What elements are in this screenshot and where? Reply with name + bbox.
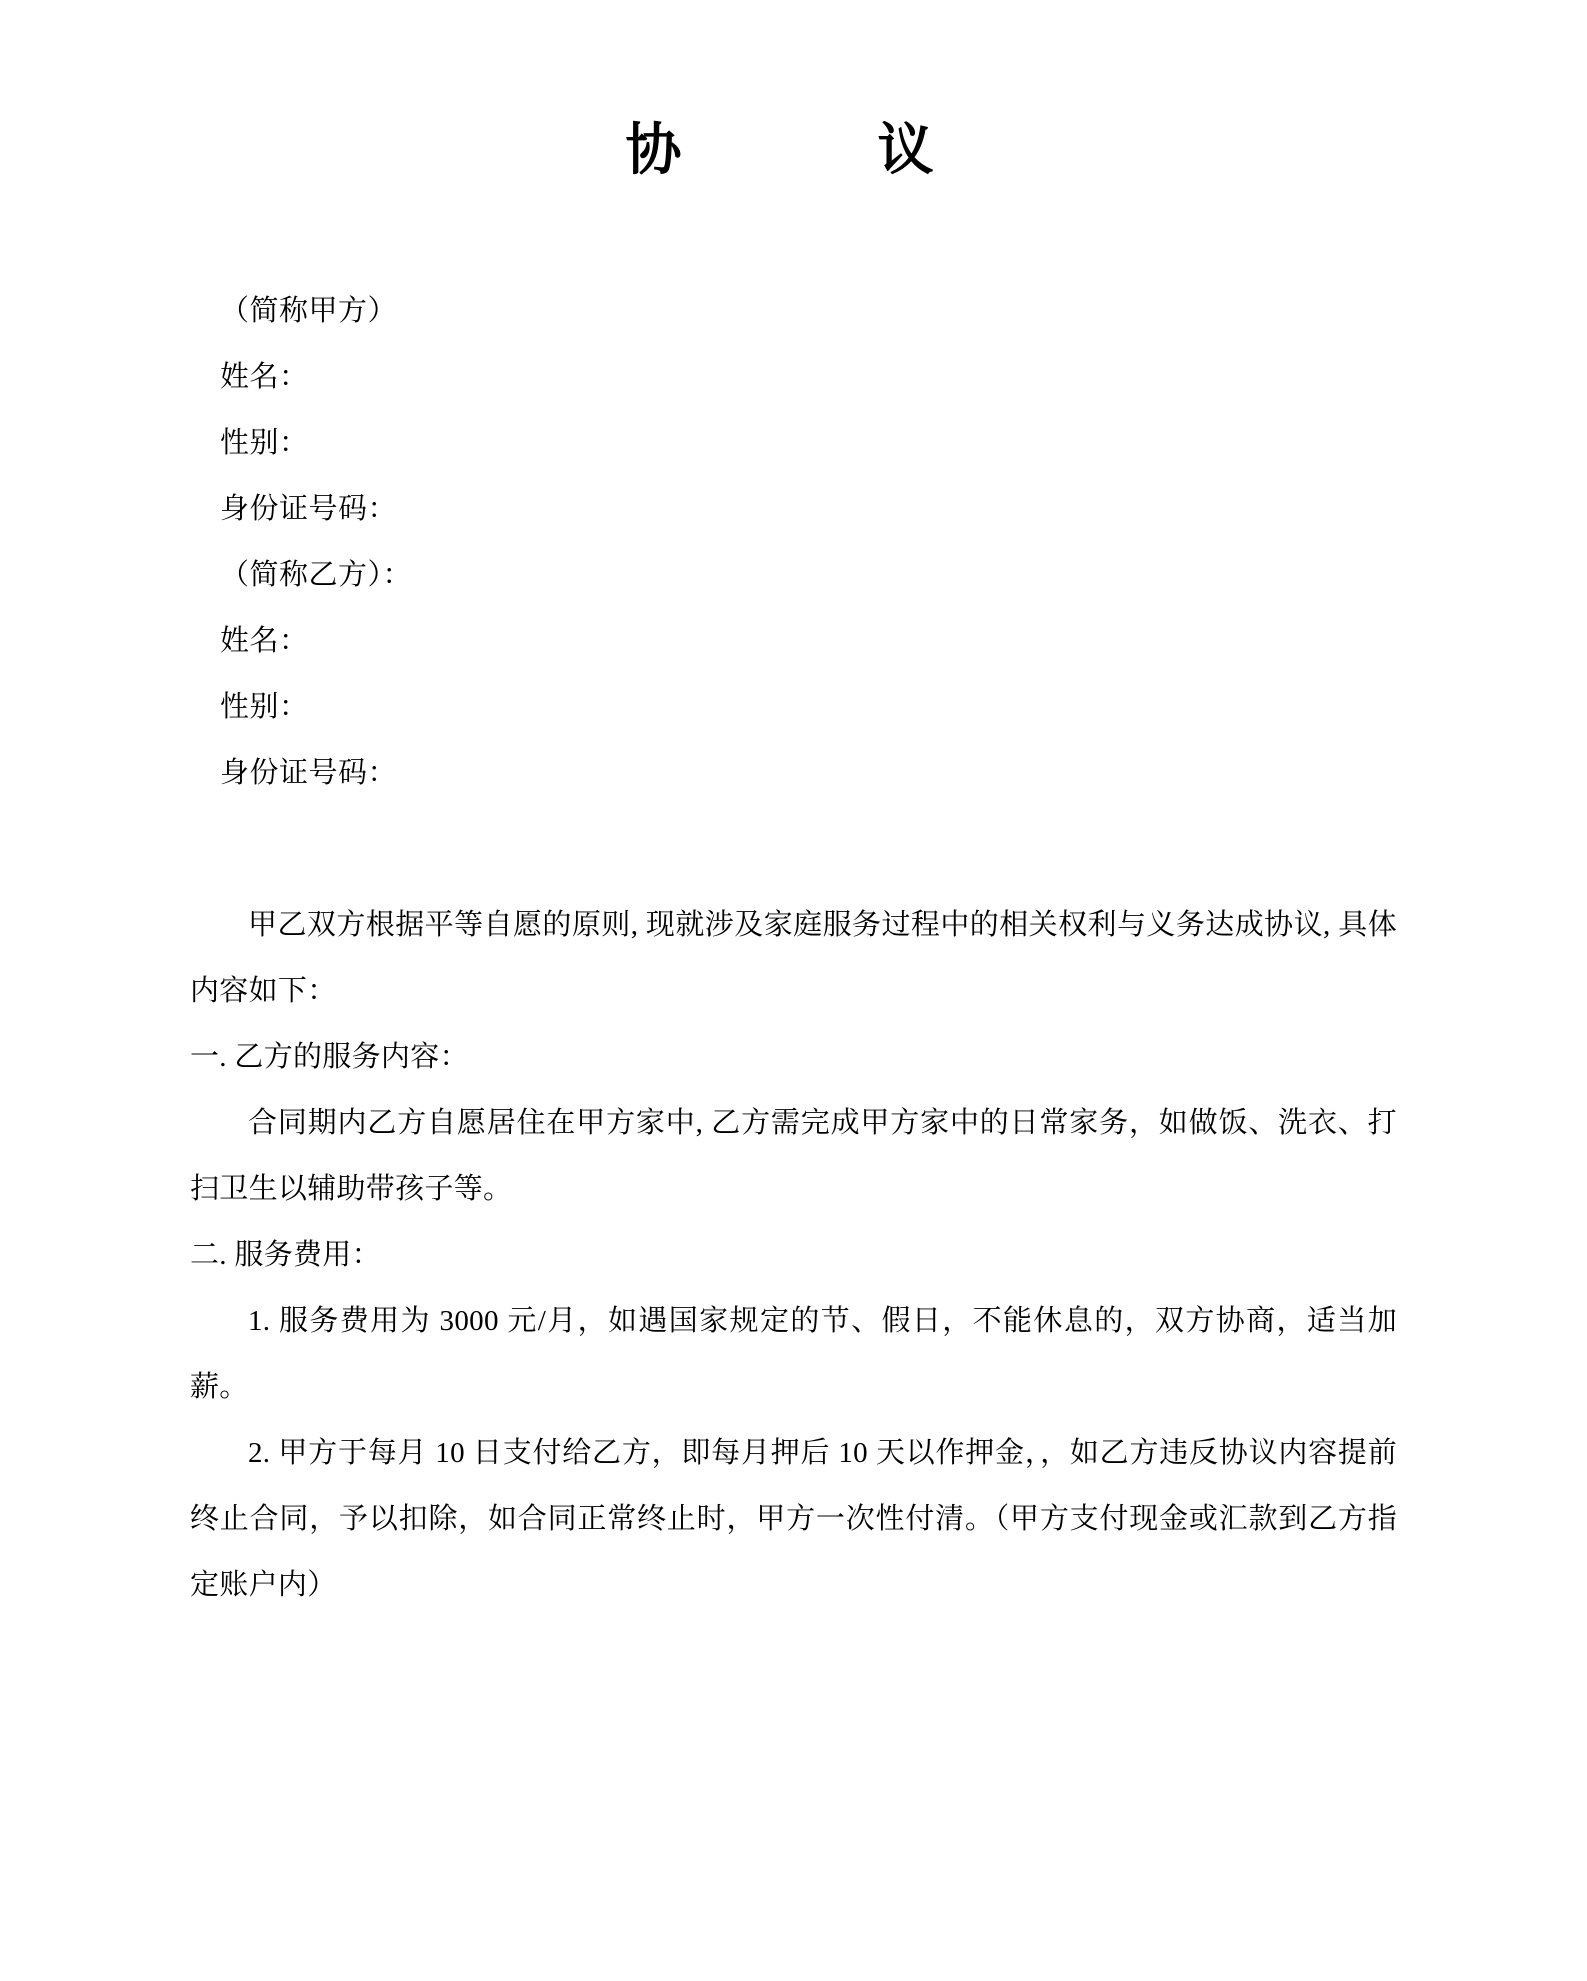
party-b-field-gender: 性别： [220, 691, 309, 723]
party-a-field-id: 身份证号码： [220, 493, 398, 525]
party-a-heading: （简称甲方） [220, 295, 398, 327]
section-2-paragraph-2: 2. 甲方于每月 10 日支付给乙方，即每月押后 10 天以作押金，，如乙方违反协议内容提前终止合同，予以扣除，如合同正常终止时，甲方一次性付清。（甲方支付现金或汇款到乙方指定账户内） [190, 1437, 1397, 1601]
section-1-heading: 一. 乙方的服务内容： [190, 1041, 469, 1073]
page-title: 协 议 [625, 120, 962, 182]
section-1-paragraph-1: 合同期内乙方自愿居住在甲方家中, 乙方需完成甲方家中的日常家务，如做饭、洗衣、打扫卫生以辅助带孩子等。 [190, 1107, 1397, 1205]
section-2-heading: 二. 服务费用： [190, 1239, 381, 1271]
party-b-field-name: 姓名： [220, 625, 309, 657]
section-2-paragraph-1: 1. 服务费用为 3000 元/月，如遇国家规定的节、假日，不能休息的，双方协商，适当加薪。 [190, 1305, 1397, 1403]
title-spacer [190, 186, 1397, 278]
party-b-heading: （简称乙方）： [220, 559, 413, 591]
party-a-field-name: 姓名： [220, 361, 309, 393]
party-b-field-id: 身份证号码： [220, 757, 398, 789]
section-spacer [190, 806, 1397, 892]
party-a-field-gender: 性别： [220, 427, 309, 459]
preamble-paragraph: 甲乙双方根据平等自愿的原则, 现就涉及家庭服务过程中的相关权利与义务达成协议, 具体内容如下： [190, 909, 1397, 1007]
